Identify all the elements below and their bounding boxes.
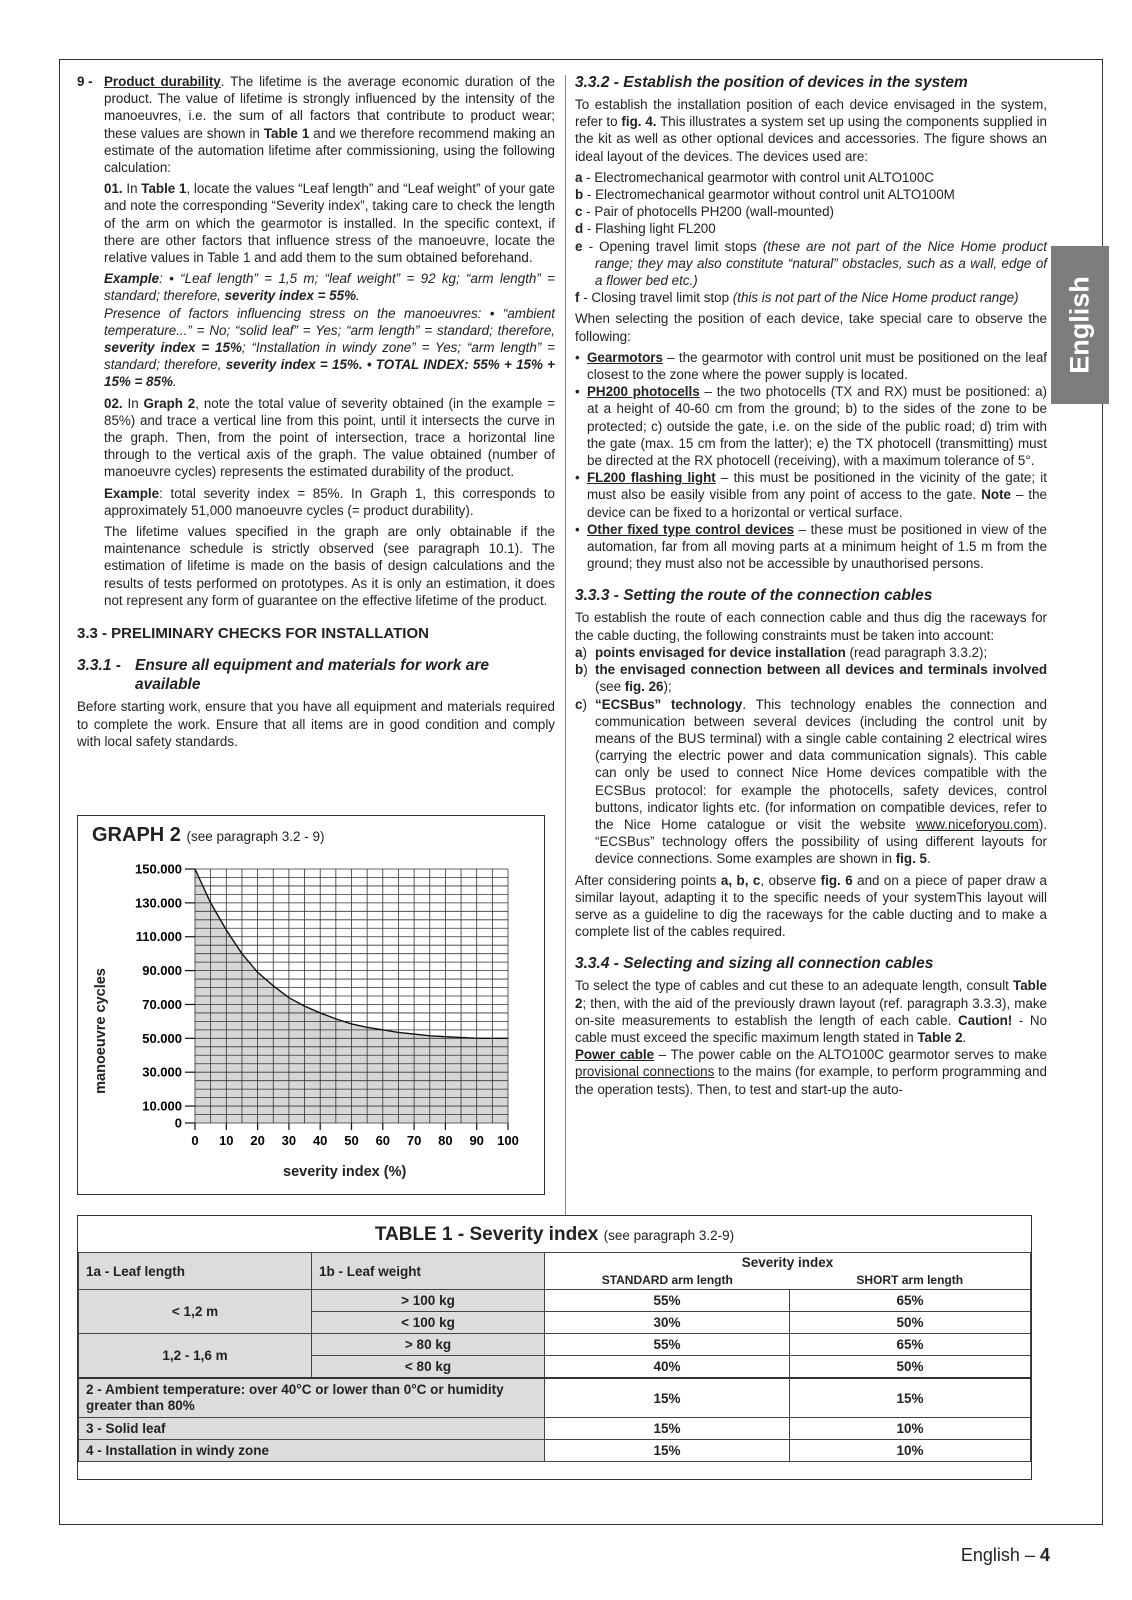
cell-leaf-weight: > 80 kg [312, 1334, 545, 1356]
cell-leaf-length: < 1,2 m [79, 1290, 312, 1334]
figure-ref: fig. 6 [820, 872, 853, 888]
y-tick-label: 150.000 [135, 861, 182, 877]
step-number: 01. [104, 181, 123, 197]
position-text: This illustrates a system set up using the components supplied in the kit as well as other optional devices and accessories. The figure shows an ideal layout of the devices. The devices used are: [575, 114, 1047, 164]
device-item [575, 203, 1047, 220]
figure-ref: fig. 26 [624, 679, 664, 695]
cell-short: 65% [790, 1334, 1031, 1356]
table-1 [77, 1215, 1032, 1480]
equipment-paragraph: Before starting work, ensure that you have all equipment and materials required to complete the work. Ensure that all items are in good condition and comply with local safety standards. [77, 699, 555, 749]
table-row [79, 1334, 1031, 1356]
table-ref: Table 1 [141, 181, 187, 197]
subsection-heading-3-3-3: 3.3.3 - Setting the route of the connection cables [575, 587, 933, 605]
language-tab-label: English [1064, 276, 1095, 374]
durability-text-2: and we therefore recommend making an estimate of the automation lifetime after commissioning, using the following calculation: [104, 125, 555, 176]
cell-leaf-weight: < 80 kg [312, 1356, 545, 1379]
column-divider [565, 75, 566, 1215]
constraint-text: (see [595, 679, 625, 695]
cell-short: 50% [790, 1312, 1031, 1334]
constraint-a [575, 644, 1047, 661]
device-item [575, 238, 1047, 290]
y-tick-label: 70.000 [142, 996, 182, 1012]
bullet-title: Gearmotors [587, 349, 663, 365]
step-text: , locate the values “Leaf length” and “Leaf weight” of your gate and note the corresponding “Severity index”, taking care to check the length of the arm on which the gearmotor is installed. In the specific context, if there are other factors that influence stress of the manoeuvre, locate the relative values in Table 1 and add them to the sum obtained beforehand. [104, 181, 555, 266]
device-letter: a [575, 169, 583, 185]
constraint-text: . This technology enables the connection and communication between several devices (including the control unit by means of the BUS terminal) with a single cable containing 2 electrical wires (carrying the electric power and data communication signals). This cable can only be used to connect Nice Home devices compatible with the ECSBus protocol: for example the photocells, safety devices, control buttons, indicator lights etc. (for information on compatible devices, refer to the Nice Home catalogue or visit the website [595, 696, 1047, 832]
step-text: In [122, 181, 142, 197]
constraint-title: the envisaged connection between all devices and terminals involved [595, 662, 1047, 678]
example-text: . [172, 374, 177, 390]
cell-standard: 15% [545, 1378, 790, 1418]
y-tick-label: 110.000 [135, 929, 182, 945]
device-text: - Electromechanical gearmotor without control unit ALTO100M [583, 187, 955, 203]
durability-paragraph [77, 73, 555, 176]
cell-short: 10% [790, 1440, 1031, 1462]
table-title-text: TABLE 1 - Severity index [374, 1224, 599, 1245]
power-cable-title: Power cable [575, 1047, 655, 1063]
cell-factor-label: 4 - Installation in windy zone [79, 1440, 545, 1462]
bullet-control-devices [575, 521, 1047, 573]
bullet-title: FL200 flashing light [587, 470, 716, 486]
example-result: severity index = 55% [224, 288, 356, 304]
x-tick-label: 60 [375, 1133, 391, 1148]
device-item [575, 220, 1047, 237]
heading-number: 3.3.1 - [77, 657, 121, 675]
graph-title-note: (see paragraph 3.2 - 9) [186, 829, 325, 844]
device-item [575, 289, 1047, 306]
example-result: severity index = 15% [104, 340, 242, 356]
power-cable-text: to the mains (for example, to perform programming and the operation tests). Then, to test and start-up the auto- [575, 1064, 1048, 1097]
step-text: , note the total value of severity obtained (in the example = 85%) and trace a vertical line from this point, until it intersects the curve in the graph. Then, from the point of intersection, trace a horizontal line through to the vertical axis of the graph. The value obtained (number of manoeuvre cycles) represents the estimated durability of the product. [104, 395, 556, 480]
device-text: - Electromechanical gearmotor with control unit ALTO100C [582, 169, 934, 185]
constraint-letter: b [575, 662, 584, 678]
device-text: - Opening travel limit stops [582, 238, 763, 254]
bullet-title: Other fixed type control devices [587, 521, 795, 537]
device-text: - Closing travel limit stop [579, 290, 733, 306]
constraint-b [575, 661, 1047, 695]
bullet-text: – the two photocells (TX and RX) must be positioned: a) at a height of 40-60 cm from the ground; b) to the sides of the zone to be protected; c) outside the gate, i.e. on the side of the public road; d) trim with the gate (max. 15 cm from the latter); e) the TX photocell (transmitting) must be directed at the RX photocell (receiving), with a maximum tolerance of 5°. [587, 384, 1047, 469]
x-tick-label: 70 [406, 1133, 422, 1148]
cell-standard: 55% [545, 1334, 790, 1356]
header-severity-index: Severity index [545, 1253, 1031, 1272]
x-tick-label: 20 [250, 1133, 265, 1148]
figure-ref: fig. 5 [895, 851, 927, 867]
example-text: : • “Leaf length” = 1,5 m; “leaf weight” = 92 kg; “arm length” = standard; therefore, [104, 271, 555, 304]
page-number: 4 [1039, 1545, 1050, 1565]
device-letter: d [575, 221, 584, 237]
table-header-row [79, 1253, 1031, 1272]
position-text: To establish the installation position of each device envisaged in the system, refer to [575, 97, 1047, 130]
step-01 [77, 180, 555, 266]
language-tab [1051, 246, 1109, 404]
constraint-c [575, 696, 1047, 868]
graph-title-text: GRAPH 2 [92, 824, 181, 846]
device-letter: c [575, 204, 583, 220]
severity-table [78, 1252, 1031, 1462]
note-label: Note [981, 487, 1011, 503]
x-tick-label: 40 [312, 1133, 328, 1148]
constraint-label: b) [575, 662, 588, 678]
header-standard-arm: STANDARD arm length [545, 1271, 790, 1290]
figure-ref: fig. 4. [621, 114, 657, 130]
bullet-text: – the device can be fixed to a horizontal or vertical surface. [587, 487, 1047, 520]
y-tick-label: 130.000 [135, 895, 182, 911]
table-row [79, 1378, 1031, 1418]
table-ref: Table 2 [917, 1029, 963, 1045]
bullet-flashing-light [575, 469, 1047, 521]
cables-text: ; then, with the aid of the previously drawn layout (ref. paragraph 3.3.3), make on-site measurements to establish the length of each cable. [575, 995, 1047, 1028]
power-cable-paragraph [575, 1046, 1047, 1098]
cell-standard: 15% [545, 1440, 790, 1462]
cell-standard: 55% [545, 1290, 790, 1312]
cell-short: 50% [790, 1356, 1031, 1379]
bullet-photocells [575, 383, 1047, 469]
bullet-text: – this must be positioned in the vicinity of the gate; it must also be easily visible from any point of access to the gate. [587, 470, 1047, 503]
constraint-label: a) [575, 644, 587, 660]
x-tick-label: 30 [281, 1133, 297, 1148]
constraint-text: (read paragraph 3.3.2); [845, 644, 988, 660]
table-title [78, 1216, 1031, 1252]
constraint-text: . [926, 851, 931, 867]
device-letter: f [575, 290, 580, 306]
constraint-title: “ECSBus” technology [595, 696, 743, 712]
graph-2 [77, 815, 545, 1195]
left-column [77, 73, 555, 750]
table-row [79, 1440, 1031, 1462]
cell-factor-label: 3 - Solid leaf [79, 1418, 545, 1440]
constraint-text: ); [663, 679, 672, 695]
example-1 [77, 270, 555, 390]
step-02 [77, 395, 555, 481]
example-text: . [355, 288, 360, 304]
after-points: a, b, c [720, 872, 761, 888]
graph-ref: Graph 2 [143, 395, 196, 411]
subsection-heading-3-3-4: 3.3.4 - Selecting and sizing all connection cables [575, 955, 934, 973]
cables-text: . [962, 1029, 967, 1045]
route-paragraph: To establish the route of each connection cable and thus dig the raceways for the cable ducting, the following constraints must be taken into account: [575, 610, 1047, 643]
y-tick-label: 10.000 [142, 1098, 182, 1114]
step-text: In [122, 395, 144, 411]
caution-label: Caution! [957, 1012, 1013, 1028]
bullet-gearmotors [575, 349, 1047, 383]
y-tick-label: 30.000 [142, 1064, 182, 1080]
y-tick-label: 0 [174, 1115, 182, 1131]
header-leaf-length: 1a - Leaf length [79, 1253, 312, 1290]
constraint-letter: c [575, 696, 583, 712]
graph-x-axis-label: severity index (%) [283, 1164, 407, 1180]
bullet-title: PH200 photocells [587, 384, 700, 400]
device-note: (this is not part of the Nice Home product range) [732, 290, 1019, 306]
durability-title: Product durability [104, 74, 221, 89]
y-tick-label: 90.000 [142, 963, 182, 979]
table-ref: Table 2 [575, 978, 1047, 1011]
header-leaf-weight: 1b - Leaf weight [312, 1253, 545, 1290]
after-paragraph [575, 872, 1047, 941]
position-paragraph [575, 96, 1047, 165]
x-tick-label: 80 [438, 1133, 453, 1148]
section-heading-3-3: 3.3 - PRELIMINARY CHECKS FOR INSTALLATION [77, 625, 429, 643]
example-result: severity index = 15%. • TOTAL INDEX: 55% + 15% + 15% = 85% [104, 357, 556, 390]
table-row [79, 1290, 1031, 1312]
header-short-arm: SHORT arm length [790, 1271, 1031, 1290]
durability-text: . The lifetime is the average economic duration of the product. The value of lifetime is strongly influenced by the intensity of the manoeuvres, i.e. the sum of all factors that contribute to product wear; these values are shown in [104, 74, 556, 141]
example-text: : total severity index = 85%. In Graph 1, this corresponds to approximately 51,000 manoeuvre cycles (= product durability). [104, 485, 555, 518]
x-tick-label: 10 [219, 1133, 234, 1148]
graph-plot [78, 816, 546, 1196]
example-text: Presence of factors influencing stress on the manoeuvres: • “ambient temperature...” = No; “solid leaf” = Yes; “arm length” = standard; therefore, [104, 305, 555, 338]
device-letter: e [575, 238, 583, 254]
cell-standard: 15% [545, 1418, 790, 1440]
after-text: , observe [760, 872, 821, 888]
graph-y-axis-label: manoeuvre cycles [93, 968, 109, 1094]
power-cable-text: – The power cable on the ALTO100C gearmotor serves to make [654, 1047, 1047, 1063]
device-letter: b [575, 187, 584, 203]
right-column [575, 73, 1047, 1098]
cell-short: 10% [790, 1418, 1031, 1440]
subsection-heading-3-3-2: 3.3.2 - Establish the position of devices in the system [575, 74, 968, 91]
x-tick-label: 50 [344, 1133, 359, 1148]
cell-short: 65% [790, 1290, 1031, 1312]
website-link[interactable]: www.niceforyou.com [916, 816, 1039, 832]
table-title-note: (see paragraph 3.2-9) [603, 1228, 735, 1243]
device-text: - Pair of photocells PH200 (wall-mounted) [582, 204, 835, 220]
cell-leaf-weight: < 100 kg [312, 1312, 545, 1334]
constraint-title: points envisaged for device installation [595, 644, 846, 660]
lifetime-paragraph: The lifetime values specified in the graph are only obtainable if the maintenance schedule is strictly observed (see paragraph 10.1). The estimation of lifetime is made on the basis of design calculations and the results of tests performed on prototypes. As it is only an estimation, it does not represent any form of guarantee on the effective lifetime of the product. [104, 524, 555, 608]
after-text: After considering points [575, 872, 721, 888]
table-row [79, 1418, 1031, 1440]
item-number: 9 - [77, 74, 93, 89]
page-footer [961, 1545, 1050, 1566]
device-list [575, 169, 1047, 307]
selection-paragraph: When selecting the position of each device, take special care to observe the following: [575, 311, 1047, 344]
table-ref: Table 1 [263, 125, 310, 141]
x-tick-label: 0 [191, 1133, 199, 1148]
cell-standard: 40% [545, 1356, 790, 1379]
bullet-text: – the gearmotor with control unit must be positioned on the leaf closest to the zone where the power supply is located. [587, 349, 1047, 383]
bullet-text: – these must be positioned in view of the automation, far from all moving parts at a minimum height of 1.5 m from the ground; they must also not be accessible by unauthorised persons. [587, 521, 1047, 572]
after-text: and on a piece of paper draw a similar layout, adapting it to the specific needs of your systemThis layout will serve as a guideline to dig the raceways for the cable ducting and to make a complete list of the cables required. [575, 872, 1047, 940]
constraint-label: c) [575, 696, 587, 712]
footer-language: English – [960, 1545, 1035, 1565]
cables-text: - No cable must exceed the specific maximum length stated in [575, 1012, 1047, 1045]
constraint-letter: a [575, 644, 583, 660]
device-item [575, 169, 1047, 186]
cables-text: To select the type of cables and cut these to an adequate length, consult [575, 978, 1014, 994]
cell-standard: 30% [545, 1312, 790, 1334]
device-text: - Flashing light FL200 [583, 221, 716, 237]
x-tick-label: 100 [497, 1133, 519, 1148]
heading-text: Ensure all equipment and materials for work are available [135, 657, 490, 694]
cell-leaf-length: 1,2 - 1,6 m [79, 1334, 312, 1379]
cell-leaf-weight: > 100 kg [312, 1290, 545, 1312]
example-text: ; “Installation in windy zone” = Yes; “arm length” = standard; therefore, [104, 340, 556, 373]
cables-paragraph [575, 977, 1047, 1046]
x-tick-label: 90 [469, 1133, 484, 1148]
cell-short: 15% [790, 1378, 1031, 1418]
example-label: Example [104, 485, 160, 501]
subsection-heading-3-3-1 [77, 656, 555, 694]
y-tick-label: 50.000 [142, 1030, 182, 1046]
provisional-connections-term: provisional connections [575, 1064, 715, 1080]
cell-factor-label: 2 - Ambient temperature: over 40°C or lower than 0°C or humidity greater than 80% [79, 1378, 545, 1418]
device-item [575, 186, 1047, 203]
example-2 [77, 485, 555, 519]
step-number: 02. [104, 395, 123, 411]
device-note: (these are not part of the Nice Home product range; they may also constitute “natural” obstacles, such as a wall, edge of a flower bed etc.) [595, 238, 1047, 289]
example-label: Example [104, 271, 160, 287]
constraint-text: ). “ECSBus” technology offers the possibility of using different layouts for device connections. Some examples are shown in [595, 816, 1047, 867]
